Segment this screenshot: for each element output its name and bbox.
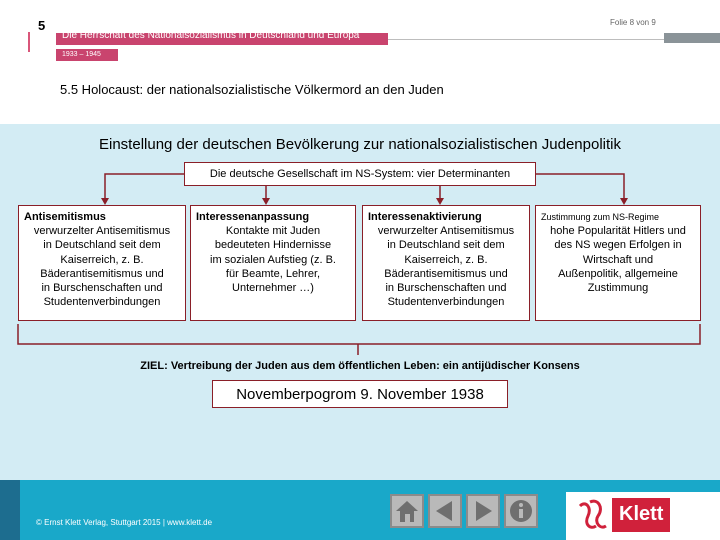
main-heading: Einstellung der deutschen Bevölkerung zur nationalsozialistischen Judenpolitik [99,136,621,153]
section-title: 5.5 Holocaust: der nationalsozialistische Völkermord an den Juden [60,82,444,97]
back-button[interactable] [428,494,462,528]
footer-strip [0,480,20,540]
determinants-header: Die deutsche Gesellschaft im NS-System: vier Determinanten [209,168,511,180]
determinant-box [190,205,356,321]
determinant-text: verwurzelter Antisemitismus in Deutschland seit dem Kaiserreich, z. B. Bäderantisemitismus und in Burschenschaften und Studentenverbindungen [33,225,171,309]
pogrom-text: Novemberpogrom 9. November 1938 [236,386,484,403]
klett-logo-text: Klett [619,503,664,525]
determinant-text: Kontakte mit Juden bedeuteten Hindernisse im sozialen Aufstieg (z. B. für Beamte, Lehrer, Unternehmer …) [210,225,336,295]
connector-left [105,174,184,203]
home-icon [392,496,422,526]
info-icon [506,496,536,526]
arrowhead-left [101,198,109,205]
info-button[interactable] [504,494,538,528]
determinant-title: Interessenaktivierung [368,211,482,223]
header-subtitle: 1933 – 1945 [62,51,101,58]
arrowhead-right [620,198,628,205]
goal-text: ZIEL: Vertreibung der Juden aus dem öffentlichen Leben: ein antijüdischer Konsens [140,360,580,372]
determinant-text: verwurzelter Antisemitismus in Deutschland seit dem Kaiserreich, z. B. Bäderantisemitismus und in Burschenschaften und Studentenverbindungen [377,225,515,309]
home-button[interactable] [390,494,424,528]
determinant-box [535,205,701,321]
arrowhead-center-right [436,198,444,205]
chapter-number: 5 [38,18,46,33]
determinant-box [18,205,186,321]
klett-logo-icon [576,496,610,536]
arrowhead-center-left [262,198,270,205]
back-icon [430,496,460,526]
header-title: Die Herrschaft des Nationalsozialismus in Deutschland und Europa [62,30,360,41]
forward-icon [468,496,498,526]
determinant-title: Interessenanpassung [196,211,310,223]
determinant-box [362,205,530,321]
copyright: © Ernst Klett Verlag, Stuttgart 2015 | www.klett.de [36,518,213,527]
determinant-text: hohe Popularität Hitlers und des NS wegen Erfolgen in Wirtschaft und Außenpolitik, allgemeine Zustimmung [550,225,686,295]
forward-button[interactable] [466,494,500,528]
determinant-title: Zustimmung zum NS-Regime [541,212,660,222]
slide-counter: Folie 8 von 9 [610,18,656,27]
connector-right [536,174,624,203]
bottom-bracket [18,324,700,344]
determinant-title: Antisemitismus [24,211,106,223]
